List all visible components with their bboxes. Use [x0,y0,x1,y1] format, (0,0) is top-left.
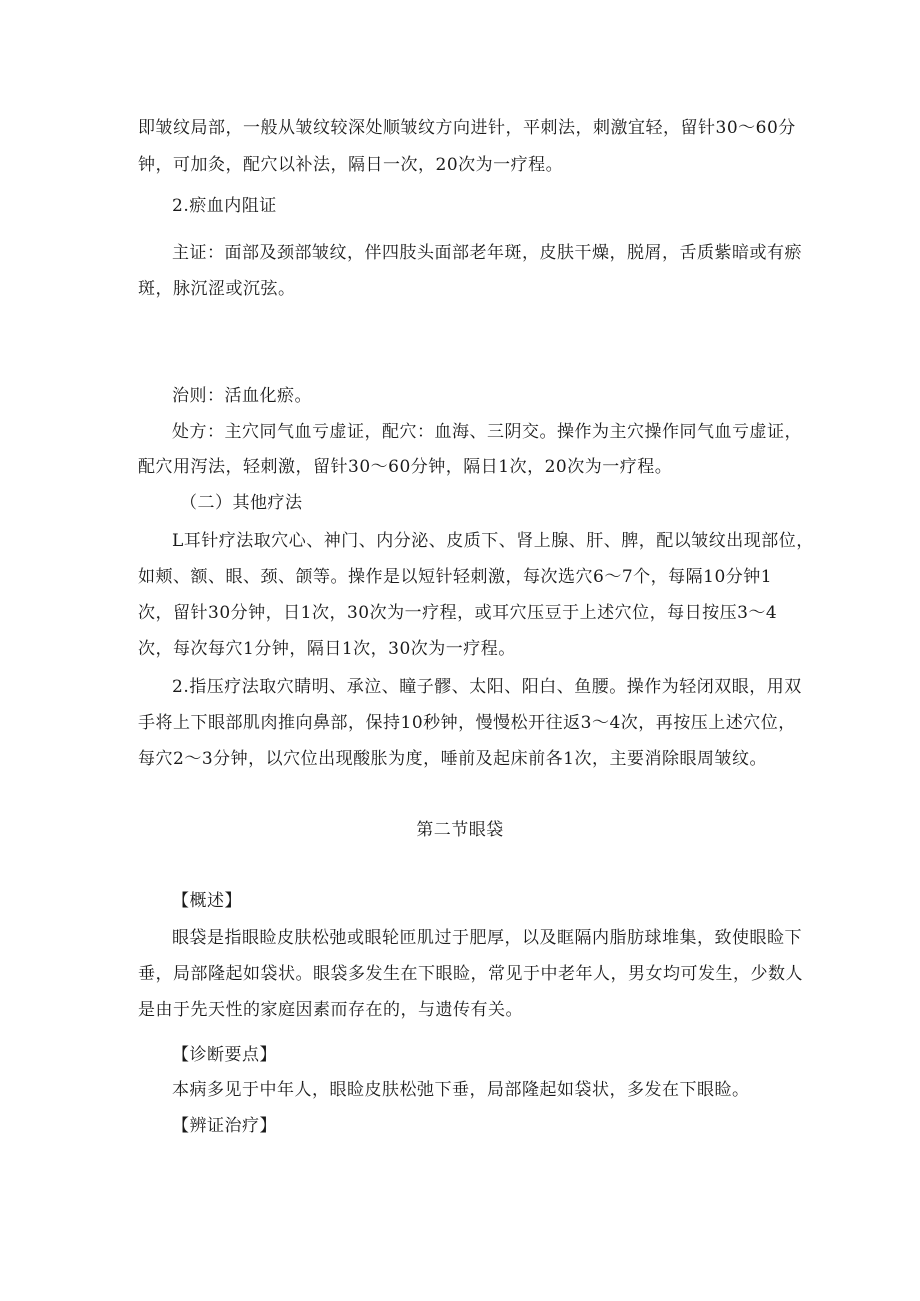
paragraph-line: 手将上下眼部肌肉推向鼻部，保持10秒钟，慢慢松开往返3～4次，再按压上述穴位， [138,713,796,733]
section-heading: 【辨证治疗】 [172,1116,277,1136]
section-heading: （二）其他疗法 [180,493,303,513]
section-heading: 【诊断要点】 [172,1045,277,1065]
paragraph-line: 是由于先天性的家庭因素而存在的，与遗传有关。 [138,1000,523,1020]
paragraph-line: 垂，局部隆起如袋状。眼袋多发生在下眼睑，常见于中老年人，男女均可发生，少数人 [138,964,803,984]
paragraph-line: 处方：主穴同气血亏虚证，配穴：血海、三阴交。操作为主穴操作同气血亏虚证， [172,422,802,442]
paragraph-line: 主证：面部及颈部皱纹，伴四肢头面部老年斑，皮肤干燥，脱屑，舌质紫暗或有瘀 [172,243,802,263]
paragraph-line: L耳针疗法取穴心、神门、内分泌、皮质下、肾上腺、肝、脾，配以皱纹出现部位， [172,531,814,551]
paragraph-line: 本病多见于中年人，眼睑皮肤松弛下垂，局部隆起如袋状，多发在下眼睑。 [172,1080,750,1100]
paragraph-line: 治则：活血化瘀。 [172,386,312,406]
section-heading: 【概述】 [172,891,242,911]
section-heading: 2.瘀血内阻证 [172,196,277,216]
paragraph-line: 次，每次每穴1分钟，隔日1次，30次为一疗程。 [138,639,516,659]
paragraph-line: 配穴用泻法，轻刺激，留针30～60分钟，隔日1次，20次为一疗程。 [138,457,673,477]
paragraph-line: 每穴2～3分钟，以穴位出现酸胀为度，唾前及起床前各1次，主要消除眼周皱纹。 [138,749,767,769]
paragraph-line: 即皱纹局部，一般从皱纹较深处顺皱纹方向进针，平刺法，刺激宜轻，留针30～60分 [138,118,796,138]
chapter-title: 第二节眼袋 [416,820,504,840]
paragraph-line: 2.指压疗法取穴睛明、承泣、瞳子髎、太阳、阳白、鱼腰。操作为轻闭双眼，用双 [172,677,802,697]
paragraph-line: 眼袋是指眼睑皮肤松弛或眼轮匝肌过于肥厚，以及眶隔内脂肪球堆集，致使眼睑下 [172,928,802,948]
paragraph-line: 斑，脉沉涩或沉弦。 [138,279,296,299]
paragraph-line: 钟，可加灸，配穴以补法，隔日一次，20次为一疗程。 [138,155,564,175]
paragraph-line: 次，留针30分钟，日1次，30次为一疗程，或耳穴压豆于上述穴位，每日按压3～4 [138,603,778,623]
paragraph-line: 如颊、额、眼、颈、颌等。操作是以短针轻刺激，每次选穴6～7个，每隔10分钟1 [138,567,773,587]
